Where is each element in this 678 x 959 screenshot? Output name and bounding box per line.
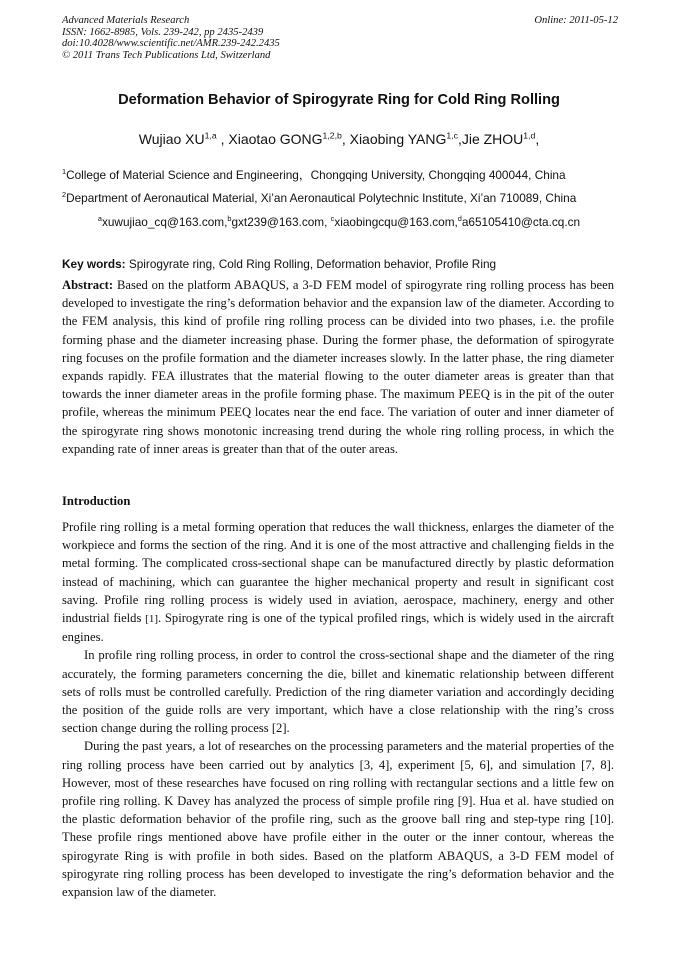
affiliation-superscript: 1 [62, 167, 67, 177]
doi-line: doi:10.4028/www.scientific.net/AMR.239-242.2435 [62, 38, 280, 50]
abstract-text: Based on the platform ABAQUS, a 3-D FEM model of spirogyrate ring rolling process has been developed to investigate the ring’s deformation behavior and the expansion law of the diameter. According to the FEM analysis, this kind of profile ring rolling process can be divided into two phases, i.e. the profile forming phase and the diameter increasing phase. During the former phase, the deformation of spirogyrate ring focuses on the profile formation and the diameter increases slowly. In the latter phase, the ring diameter expands rapidly. FEA illustrates that the material flowing to the outer diameter areas is greater than that towards the inner diameter areas in the profile forming phase. The maximum PEEQ is in the pit of the outer profile, whereas the minimum PEEQ locates near the end face. The variation of outer and inner diameter of the spirogyrate ring shows monotonic increasing trend during the whole ring rolling process, in which the expanding rate of inner areas is greater than that of the outer areas. [62, 278, 614, 456]
journal-name: Advanced Materials Research [62, 15, 190, 26]
affiliation-1 [62, 166, 566, 183]
email-address[interactable]: xuwujiao_cq@163.com, [101, 215, 228, 229]
author-separator: , [216, 131, 229, 147]
email-address[interactable]: gxt239@163.com, [231, 215, 331, 229]
author-separator: , [457, 131, 462, 147]
email-superscript: a [97, 214, 102, 224]
paper-title: Deformation Behavior of Spirogyrate Ring for Cold Ring Rolling [118, 92, 560, 108]
email-list [0, 215, 678, 229]
author-name: Wujiao XU [138, 131, 205, 147]
affiliation-superscript: 2 [62, 190, 67, 200]
keywords [62, 257, 496, 271]
author-name: Xiaobing YANG [349, 131, 447, 147]
author-separator: , [535, 131, 540, 147]
journal-header [62, 15, 618, 61]
author-superscript: 1,c [446, 130, 458, 141]
affiliation-text: Department of Aeronautical Material, Xi’an Aeronautical Polytechnic Institute, Xi’an 710089, China [66, 191, 577, 205]
keywords-label: Key words: [62, 257, 126, 271]
email-superscript: c [330, 214, 335, 224]
introduction-body [62, 518, 614, 901]
email-superscript: b [227, 214, 232, 224]
abstract [62, 276, 614, 458]
paragraph-text: Profile ring rolling is a metal forming operation that reduces the wall thickness, enlarges the diameter of the workpiece and forms the section of the ring. And it is one of the most attractive and challenging fields in the metal forming. The complicated cross-sectional shape can be manufactured directly by plastic deformation instead of machining, which can guarantee the higher mechanical property and result in significant cost saving. Profile ring rolling process is widely used in aviation, aerospace, machinery, energy and other industrial fields [62, 520, 614, 626]
author-list [0, 131, 678, 147]
online-date: Online: 2011-05-12 [534, 15, 618, 26]
keywords-text: Spirogyrate ring, Cold Ring Rolling, Deformation behavior, Profile Ring [125, 257, 497, 271]
affiliation-text: College of Material Science and Engineering，Chongqing University, Chongqing 400044, China [66, 168, 566, 182]
author-superscript: 1,a [204, 130, 217, 141]
paragraph: During the past years, a lot of researches on the processing parameters and the material properties of the ring rolling process have been carried out by analytics [3, 4], experiment [5, 6], and simulation [7, 8]. However, most of these researches have focused on ring rolling with rectangular sections and a little few on profile ring rolling. K Davey has analyzed the process of simple profile ring [9]. Hua et al. have studied on the plastic deformation behavior of the profile ring, such as the groove ball ring and step-type ring [10]. These profile rings mentioned above have profile either in the outer or the inner contour, whereas the spirogyrate Ring is with profile in both sides. Based on the platform ABAQUS, a 3-D FEM model of spirogyrate ring rolling process has been developed to investigate the ring’s deformation behavior and the expansion law of the diameter. [62, 739, 614, 900]
copyright-line: © 2011 Trans Tech Publications Ltd, Switzerland [62, 49, 271, 61]
email-address[interactable]: xiaobingcqu@163.com, [334, 215, 458, 229]
author-name: Xiaotao GONG [228, 131, 323, 147]
paragraph-text: . Spirogyrate ring is one of the typical profiled rings, which is widely used in the aircraft engines. [62, 611, 614, 645]
author-name: Jie ZHOU [461, 131, 524, 147]
email-address[interactable]: a65105410@cta.cq.cn [461, 215, 581, 229]
section-heading: Introduction [62, 494, 131, 508]
email-superscript: d [457, 214, 462, 224]
author-superscript: 1,d [523, 130, 536, 141]
affiliation-2 [62, 191, 576, 205]
author-separator: , [341, 131, 350, 147]
author-superscript: 1,2,b [322, 130, 342, 141]
paragraph: In profile ring rolling process, in order to control the cross-sectional shape and the diameter of the ring accurately, the forming parameters concerning the die, billet and kinematic relationship between different sets of rolls must be controlled carefully. Prediction of the ring diameter variation and accordingly deciding the position of the guide rolls are very important, which have a close relationship with the ring’s cross section change during the rolling process [2]. [62, 648, 614, 736]
paragraph [62, 518, 614, 646]
issn-line: ISSN: 1662-8985, Vols. 239-242, pp 2435-2439 [62, 26, 264, 38]
citation-link[interactable]: [1] [145, 613, 158, 626]
abstract-label: Abstract: [62, 278, 114, 292]
